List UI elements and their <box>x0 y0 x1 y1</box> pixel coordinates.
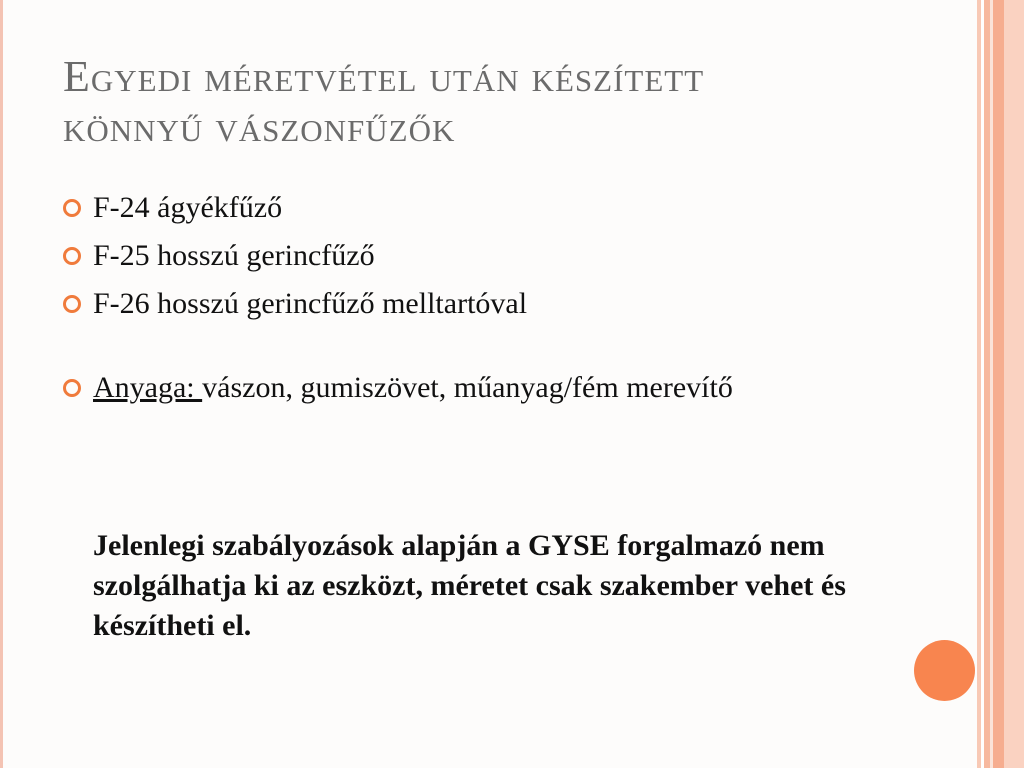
decorative-stripe <box>993 0 1004 768</box>
regulation-note: Jelenlegi szabályozások alapján a GYSE forgalmazó nem szolgálhatja ki az eszközt, méretet csak szakember vehet és készítheti el. <box>93 529 846 642</box>
list-item-text: F-24 ágyékfűző <box>93 191 283 224</box>
list-item-text: F-25 hosszú gerincfűző <box>93 239 375 272</box>
orange-circle-icon <box>914 640 975 701</box>
list-item <box>63 284 903 332</box>
title-line-2: könnyű vászonfűzők <box>63 102 456 151</box>
material-item <box>63 368 903 408</box>
material-text: vászon, gumiszövet, műanyag/fém merevítő <box>202 371 733 404</box>
slide-title <box>63 52 943 152</box>
title-line-1: Egyedi méretvétel után készített <box>63 52 705 101</box>
material-label: Anyaga: <box>93 371 203 404</box>
list-item-text: F-26 hosszú gerincfűző melltartóval <box>93 287 528 320</box>
circle-bullet-icon <box>63 379 81 397</box>
list-item <box>63 188 903 236</box>
list-item <box>63 236 903 284</box>
bullet-list <box>63 188 903 408</box>
decorative-stripe <box>1004 0 1024 768</box>
circle-bullet-icon <box>63 295 81 313</box>
circle-bullet-icon <box>63 199 81 217</box>
circle-bullet-icon <box>63 247 81 265</box>
